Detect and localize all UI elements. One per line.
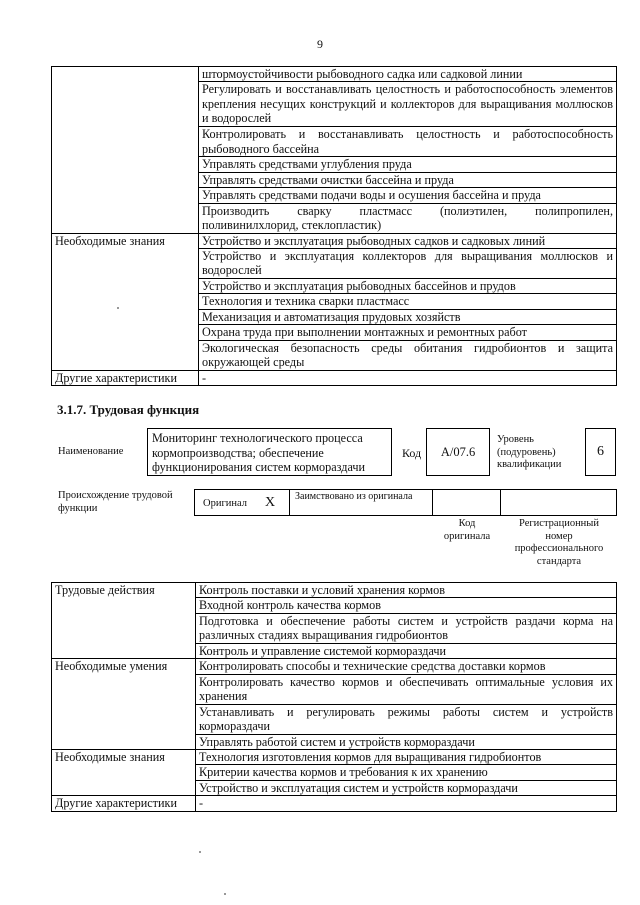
original-mark: X [265, 495, 276, 510]
divider [289, 490, 290, 515]
row-label: Другие характеристики [52, 796, 196, 811]
origin-label: Происхождение трудовой функции [58, 490, 173, 514]
code-label: Код [402, 446, 422, 460]
name-label: Наименование [58, 446, 124, 457]
level-value: 6 [597, 444, 604, 459]
table-cell: Контролировать способы и технические средства доставки кормов [196, 659, 617, 674]
table-cell: Управлять средствами очистки бассейна и пруда [199, 172, 617, 187]
row-label: Другие характеристики [52, 370, 199, 385]
table-cell: штормоустойчивости рыбоводного садка или садковой линии [199, 67, 617, 82]
scan-dot [224, 893, 226, 895]
original-label: Оригинал [203, 498, 247, 509]
row-label: Необходимые умения [52, 659, 196, 750]
table-cell: Устройство и эксплуатация рыбоводных бассейнов и прудов [199, 279, 617, 294]
table-cell: Подготовка и обеспечение работы систем и устройств раздачи корма на различных стадиях выращивания гидробионтов [196, 613, 617, 643]
table-cell: Контроль поставки и условий хранения кормов [196, 583, 617, 598]
row-label [52, 67, 199, 234]
table-cell: - [196, 796, 617, 811]
table-cell: Устройство и эксплуатация рыбоводных садков и садковых линий [199, 233, 617, 248]
table-cell: Регулировать и восстанавливать целостность и работоспособность элементов крепления несущих конструкций и коллекторов для выращивания моллюсков и водорослей [199, 82, 617, 127]
table-cell: Механизация и автоматизация прудовых хозяйств [199, 309, 617, 324]
table-cell: Управлять работой систем и устройств кормораздачи [196, 734, 617, 749]
table-cell: - [199, 370, 617, 385]
row-label: Трудовые действия [52, 583, 196, 659]
table-cell: Контролировать качество кормов и обеспечивать оптимальные условия их хранения [196, 674, 617, 704]
table-cell: Устанавливать и регулировать режимы работы систем и устройств кормораздачи [196, 704, 617, 734]
table-cell: Устройство и эксплуатация систем и устройств кормораздачи [196, 780, 617, 795]
scan-dot [199, 851, 201, 853]
table-cell: Технология изготовления кормов для выращивания гидробионтов [196, 750, 617, 765]
competency-table-1 [51, 66, 617, 386]
table-cell: Контролировать и восстанавливать целостность и работоспособность рыбоводного бассейна [199, 127, 617, 157]
code-value-box [426, 428, 490, 476]
table-cell: Производить сварку пластмасс (полиэтилен, полипропилен, поливинилхлорид, стеклопластик) [199, 203, 617, 233]
borrowed-label: Заимствовано из оригинала [295, 491, 413, 502]
table-cell: Контроль и управление системой кормораздачи [196, 643, 617, 658]
table-cell: Устройство и эксплуатация коллекторов для выращивания моллюсков и водорослей [199, 249, 617, 279]
reg-number-caption: Регистрационный номер профессионального стандарта [514, 518, 604, 567]
table-cell: Технология и техника сварки пластмасс [199, 294, 617, 309]
table-cell: Входной контроль качества кормов [196, 598, 617, 613]
page-number: 9 [317, 37, 323, 51]
table-cell: Управлять средствами подачи воды и осушения бассейна и пруда [199, 188, 617, 203]
name-value: Мониторинг технологического процесса кормопроизводства; обеспечение функционирования систем кормораздачи [152, 431, 366, 474]
table-cell: Критерии качества кормов и требования к их хранению [196, 765, 617, 780]
origin-row [194, 489, 617, 516]
section-heading: 3.1.7. Трудовая функция [57, 402, 200, 417]
code-original-caption: Код оригинала [443, 518, 491, 542]
scan-dot [117, 307, 119, 309]
level-value-box [585, 428, 616, 476]
table-cell: Экологическая безопасность среды обитания гидробионтов и защита окружающей среды [199, 340, 617, 370]
row-label: Необходимые знания [52, 750, 196, 796]
table-cell: Управлять средствами углубления пруда [199, 157, 617, 172]
name-value-box [147, 428, 392, 476]
divider [432, 490, 433, 515]
code-value: А/07.6 [440, 444, 476, 459]
level-label: Уровень (подуровень) квалификации [497, 434, 562, 470]
divider [500, 490, 501, 515]
table-cell: Охрана труда при выполнении монтажных и ремонтных работ [199, 325, 617, 340]
row-label: Необходимые знания [52, 233, 199, 370]
competency-table-2 [51, 582, 617, 812]
